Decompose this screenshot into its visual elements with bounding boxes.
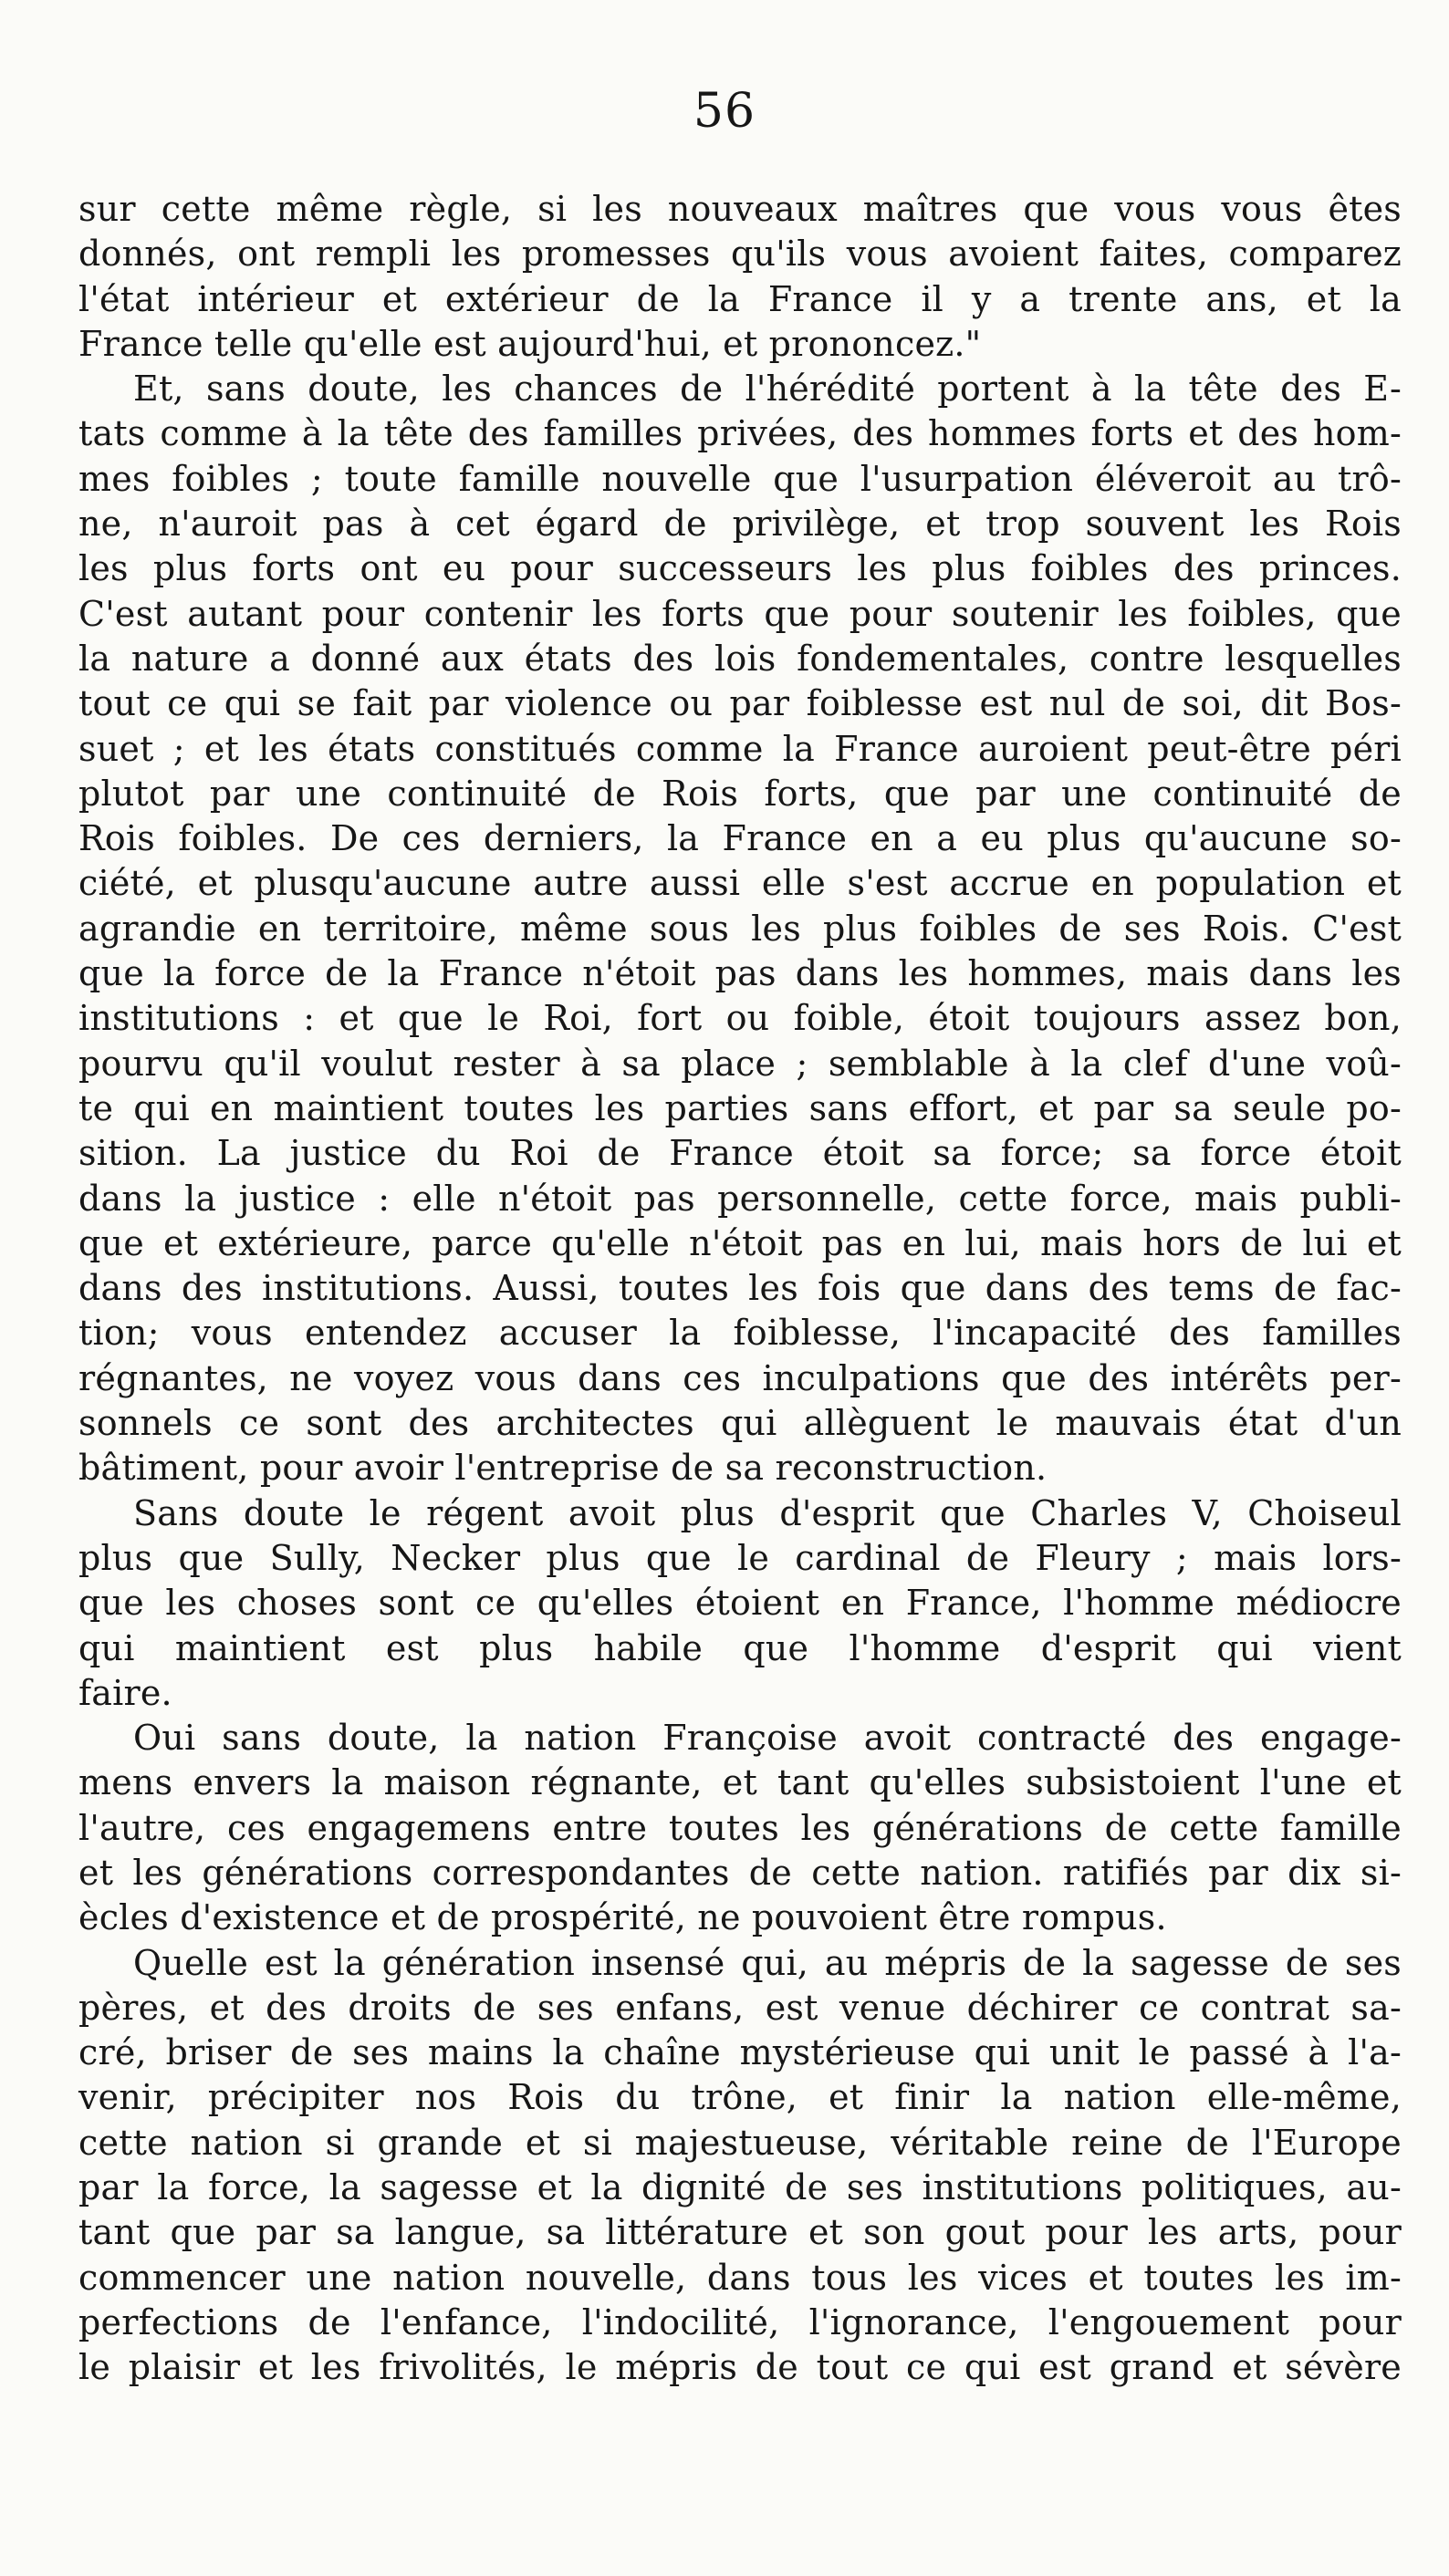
text-line: donnés, ont rempli les promesses qu'ils vous avoient faites, comparez [78,234,1402,275]
paragraph-5 [78,1941,1402,2391]
text-line: tant que par sa langue, sa littérature et son gout pour les arts, pour [78,2212,1402,2253]
text-line: institutions : et que le Roi, fort ou foible, étoit toujours assez bon, [78,998,1402,1039]
text-line: le plaisir et les frivolités, le mépris de tout ce qui est grand et sévère [78,2347,1402,2388]
text-line: sonnels ce sont des architectes qui allèguent le mauvais état d'un [78,1403,1402,1444]
text-line: tion; vous entendez accuser la foiblesse, l'incapacité des familles [78,1313,1402,1354]
text-line: plutot par une continuité de Rois forts, que par une continuité de [78,773,1402,814]
text-line: ècles d'existence et de prospérité, ne pouvoient être rompus. [78,1897,1167,1938]
text-line: C'est autant pour contenir les forts que pour soutenir les foibles, que [78,593,1402,634]
text-line: suet ; et les états constitués comme la France auroient peut-être péri [78,728,1402,769]
text-line: plus que Sully, Necker plus que le cardinal de Fleury ; mais lors- [78,1537,1402,1578]
text-line: cré, briser de ses mains la chaîne mystérieuse qui unit le passé à l'a- [78,2032,1402,2073]
text-line: mens envers la maison régnante, et tant qu'elles subsistoient l'une et [78,1762,1402,1803]
text-line: qui maintient est plus habile que l'homme d'esprit qui vient [78,1627,1402,1668]
text-line: Quelle est la génération insensé qui, au mépris de la sagesse de ses [133,1942,1402,1983]
page-number: 56 [693,84,756,139]
text-line: Sans doute le régent avoit plus d'esprit que Charles V, Choiseul [133,1492,1402,1533]
text-line: tats comme à la tête des familles privées, des hommes forts et des hom- [78,413,1402,454]
paragraph-1 [78,187,1402,367]
text-line: perfections de l'enfance, l'indocilité, l'ignorance, l'engouement pour [78,2301,1402,2342]
text-line: dans la justice : elle n'étoit pas personnelle, cette force, mais publi- [78,1178,1402,1219]
paragraph-3 [78,1491,1402,1716]
text-line: par la force, la sagesse et la dignité de ses institutions politiques, au- [78,2167,1402,2208]
text-line: que les choses sont ce qu'elles étoient en France, l'homme médiocre [78,1583,1402,1624]
paragraph-2 [78,367,1402,1491]
text-line: Oui sans doute, la nation Françoise avoit contracté des engage- [133,1718,1402,1759]
text-line: régnantes, ne voyez vous dans ces inculpations que des intérêts per- [78,1357,1402,1398]
text-line: que et extérieure, parce qu'elle n'étoit pas en lui, mais hors de lui et [78,1222,1402,1263]
text-line: l'autre, ces engagemens entre toutes les générations de cette famille [78,1807,1402,1848]
text-line: l'état intérieur et extérieur de la France il y a trente ans, et la [78,278,1402,319]
text-line: Rois foibles. De ces derniers, la France en a eu plus qu'aucune so- [78,818,1402,859]
text-line: mes foibles ; toute famille nouvelle que l'usurpation éléveroit au trô- [78,458,1402,499]
text-line: tout ce qui se fait par violence ou par foiblesse est nul de soi, dit Bos- [78,683,1402,724]
text-line: ciété, et plusqu'aucune autre aussi elle s'est accrue en population et [78,863,1402,904]
text-line: pères, et des droits de ses enfans, est venue déchirer ce contrat sa- [78,1987,1402,2028]
paragraph-4 [78,1716,1402,1940]
text-line: ne, n'auroit pas à cet égard de privilège, et trop souvent les Rois [78,504,1402,545]
text-line: les plus forts ont eu pour successeurs les plus foibles des princes. [78,548,1402,589]
text-line: la nature a donné aux états des lois fondementales, contre lesquelles [78,638,1402,679]
text-line: et les générations correspondantes de cette nation. ratifiés par dix si- [78,1852,1402,1893]
text-line: sition. La justice du Roi de France étoit sa force; sa force étoit [78,1133,1402,1174]
text-line: commencer une nation nouvelle, dans tous les vices et toutes les im- [78,2257,1402,2298]
text-line: que la force de la France n'étoit pas dans les hommes, mais dans les [78,953,1402,994]
text-line: France telle qu'elle est aujourd'hui, et prononcez." [78,323,982,364]
body-text [78,187,1402,2391]
text-line: agrandie en territoire, même sous les plus foibles de ses Rois. C'est [78,908,1402,949]
text-line: cette nation si grande et si majestueuse, véritable reine de l'Europe [78,2122,1402,2163]
text-line: Et, sans doute, les chances de l'hérédité portent à la tête des E- [133,369,1402,410]
text-line: venir, précipiter nos Rois du trône, et finir la nation elle-même, [78,2077,1402,2118]
text-line: dans des institutions. Aussi, toutes les fois que dans des tems de fac- [78,1268,1402,1309]
text-line: pourvu qu'il voulut rester à sa place ; semblable à la clef d'une voû- [78,1043,1402,1084]
text-line: faire. [78,1672,172,1713]
text-line: sur cette même règle, si les nouveaux maîtres que vous vous êtes [78,189,1402,229]
text-line: bâtiment, pour avoir l'entreprise de sa reconstruction. [78,1448,1048,1489]
text-line: te qui en maintient toutes les parties sans effort, et par sa seule po- [78,1087,1402,1128]
